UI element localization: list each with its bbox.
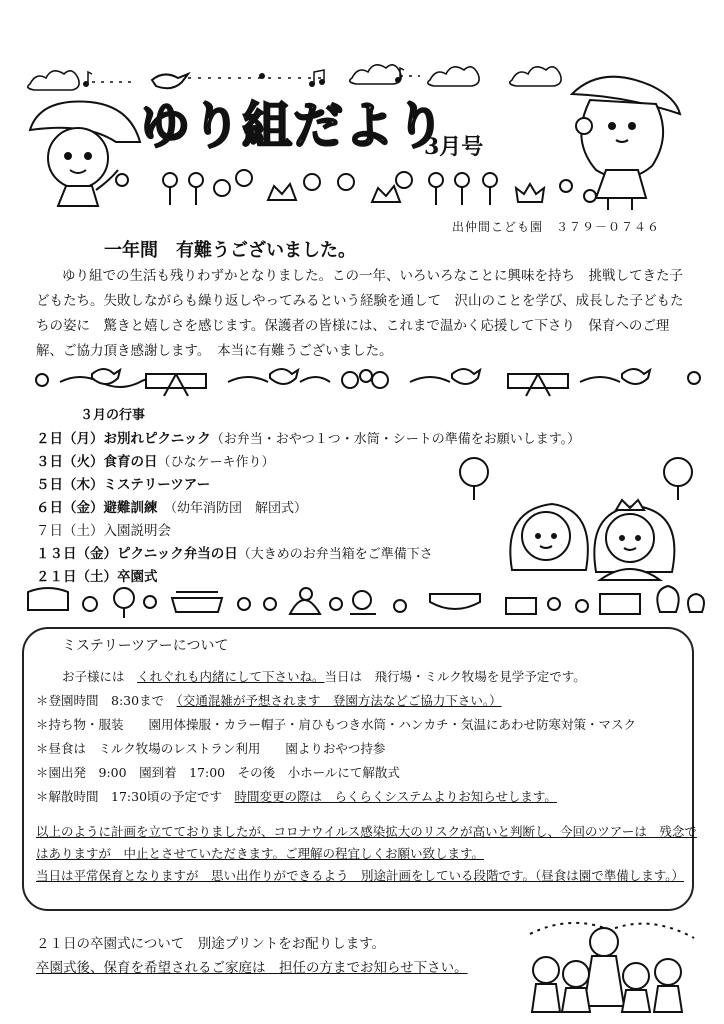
event-date: ７日（土） — [36, 523, 104, 539]
event-date: ６日（金） — [36, 500, 104, 516]
event-note: （お弁当・おやつ１つ・水筒・シートの準備をお願いします。） — [210, 432, 581, 447]
departure-line: ＊園出発 9:00 園到着 17:00 その後 小ホールにて解散式 — [36, 765, 400, 780]
event-date: ５日（木） — [36, 477, 104, 493]
event-name: 食育の日 — [103, 454, 158, 470]
event-date: ２日（月） — [36, 431, 104, 447]
event-note: （幼年消防団 解団式） — [157, 501, 308, 516]
event-name: 卒園式 — [117, 569, 158, 585]
event-note: （大きめのお弁当箱をご準備下さ — [237, 547, 433, 562]
notice-line: 以上のように計画を立てておりましたが、コロナウイルス感染拡大のリスクが高いと判断し、今回のツアーは 残念で — [36, 824, 697, 839]
detail-line — [36, 665, 696, 689]
arrival-time: ＊登園時間 8:30まで — [36, 693, 165, 708]
ribbon-divider — [0, 360, 724, 400]
events-title: ３月の行事 — [80, 408, 146, 423]
food-divider — [0, 584, 724, 624]
dismissal-time: ＊解散時間 17:30頃の予定です — [36, 789, 223, 804]
event-name: 避難訓練 — [103, 500, 158, 516]
detail-line — [36, 785, 696, 809]
greeting-body — [36, 264, 690, 364]
mystery-tour-title: ミステリーツアーについて — [62, 638, 229, 654]
childcare-line: 卒園式後、保育を希望されるご家庭は 担任の方までお知らせ下さい。 — [36, 960, 468, 976]
lunch-line: ＊昼食は ミルク牧場のレストラン利用 園よりおやつ持参 — [36, 741, 386, 756]
notice-line: 当日は平常保育となりますが 思い出作りができるよう 別途計画をしている段階です。（昼食は園で準備します。） — [36, 868, 685, 883]
children-illustration — [0, 914, 724, 1024]
event-name: ピクニック弁当の日 — [117, 546, 238, 562]
mystery-tour-details — [36, 665, 696, 809]
issue-label: 3月号 — [424, 134, 484, 160]
event-name: 入園説明会 — [103, 523, 171, 539]
detail-text: お子様には — [62, 669, 125, 684]
event-date: ２１日（土） — [36, 569, 117, 585]
detail-text: 当日は 飛行場・ミルク牧場を見学予定です。 — [324, 669, 586, 684]
event-date: １３日（金） — [36, 546, 117, 562]
schedule-change-note: 時間変更の際は らくらくシステムよりお知らせします。 — [234, 789, 557, 804]
greeting-heading: 一年間 有難うございました。 — [104, 240, 356, 261]
school-name-phone: 出仲間こども園 ３７９－０７４６ — [452, 220, 661, 234]
secret-note: くれぐれも内緒にして下さいね。 — [137, 669, 325, 684]
event-date: ３日（火） — [36, 454, 104, 470]
graduation-line: ２１日の卒園式について 別途プリントをお配りします。 — [36, 936, 386, 952]
belongings-line: ＊持ち物・服装 園用体操服・カラー帽子・肩ひもつき水筒・ハンカチ・気温にあわせ防寒対策・マスク — [36, 717, 637, 732]
cancellation-notice — [36, 821, 697, 887]
notice-line: はありますが 中止とさせていただきます。ご理解の程宜しくお願い致します。 — [36, 846, 485, 861]
event-note: （ひなケーキ作り） — [157, 455, 275, 470]
event-name: お別れピクニック — [103, 431, 211, 447]
greeting-paragraph: ゆり組での生活も残りわずかとなりました。この一年、いろいろなことに興味を持ち 挑戦してきた子どもたち。失敗しながらも繰り返しやってみるという経験を通して 沢山のことを学び、成長した子どもたちの姿に 驚きと嬉しさを感じます。保護者の皆様には、これまで温かく応援して下さり 保育へのご理解、ご協力頂き感謝します。 本当に有難うございました。 — [36, 268, 684, 359]
event-name: ミステリーツアー — [103, 477, 211, 493]
detail-line — [36, 689, 696, 713]
traffic-note: （交通混雑が予想されます 登園方法などご協力下さい。） — [176, 693, 502, 708]
newsletter-title: ゆり組だより — [140, 96, 446, 155]
